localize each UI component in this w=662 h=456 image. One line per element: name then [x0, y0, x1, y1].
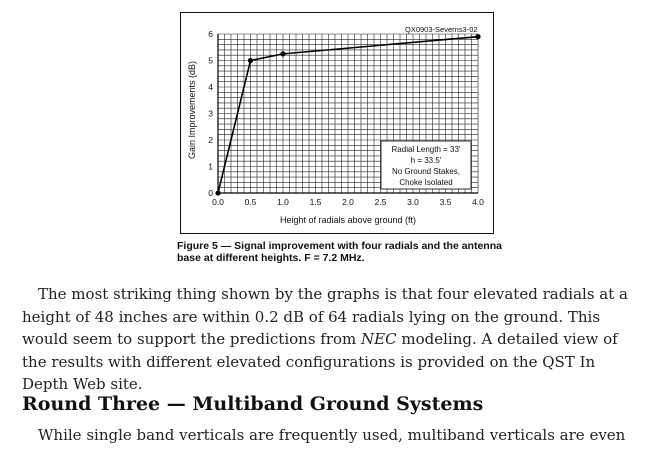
- chart-tag: QX0903-Severns3-02: [405, 25, 478, 34]
- y-tick-label: 4: [208, 82, 213, 92]
- y-axis-label: Gain Improvements (dB): [187, 60, 197, 160]
- y-tick-label: 0: [208, 188, 213, 198]
- x-tick-label: 0.0: [212, 197, 224, 207]
- figure-frame: [180, 12, 494, 234]
- x-tick-label: 1.0: [277, 197, 289, 207]
- x-tick-label: 3.5: [439, 197, 452, 207]
- paragraph-1-part-1: The most striking thing shown by the graphs is that four elevated radials at a height of 48 inches are within 0.2 dB of 64 radials lying on the ground. This would seem to support the predictions from: [22, 285, 628, 348]
- data-point: [215, 190, 220, 195]
- data-point: [248, 58, 253, 63]
- data-point: [280, 51, 285, 56]
- figure-caption: [177, 240, 507, 264]
- paragraph-1-part-2: modeling. A detailed view of the results with different elevated configurations is provided on the QST In Depth Web site.: [22, 330, 618, 393]
- annotation-line: h = 33.5': [410, 156, 442, 165]
- annotation-box: [381, 141, 471, 189]
- gain-chart: [181, 13, 495, 235]
- y-tick-label: 5: [208, 55, 213, 66]
- x-tick-label: 4.0: [472, 197, 484, 207]
- annotation-line: No Ground Stakes,: [391, 167, 461, 176]
- y-tick-label: 6: [208, 29, 213, 39]
- x-tick-label: 2.0: [342, 197, 354, 207]
- annotation-line: Radial Length = 33': [391, 145, 461, 154]
- caption-line-1: Figure 5 — Signal improvement with four radials and the antenna: [177, 240, 502, 252]
- body-paragraph-2: While single band verticals are frequently used, multiband verticals are even: [38, 426, 626, 444]
- y-tick-label: 2: [208, 135, 213, 145]
- x-tick-label: 2.5: [374, 197, 387, 207]
- caption-line-2: base at different heights. F = 7.2 MHz.: [177, 252, 365, 264]
- paragraph-1-emphasis: NEC: [361, 330, 397, 348]
- annotation-line: Choke Isolated: [399, 178, 453, 187]
- data-point: [475, 34, 480, 39]
- x-tick-label: 3.0: [407, 197, 419, 207]
- x-tick-label: 1.5: [309, 197, 322, 207]
- y-tick-label: 3: [208, 108, 213, 119]
- x-axis-label: Height of radials above ground (ft): [279, 215, 417, 225]
- x-tick-label: 0.5: [244, 197, 257, 207]
- section-heading: Round Three — Multiband Ground Systems: [22, 393, 484, 415]
- y-tick-label: 1: [208, 161, 213, 172]
- body-paragraph-1: [22, 283, 642, 396]
